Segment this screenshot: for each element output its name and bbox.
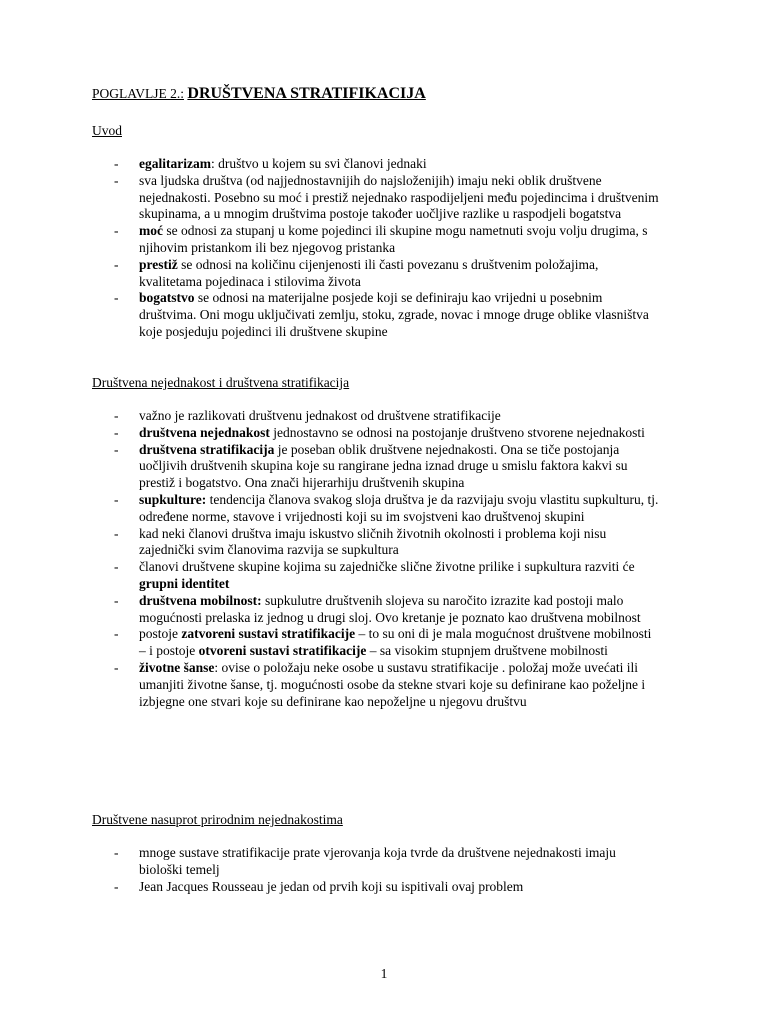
list-item [0,442,659,492]
page-number: 1 [380,966,388,981]
section-title-uvod: Uvod [92,123,122,138]
list-item-text: se odnosi za stupanj u kome pojedinci ili skupine mogu nametnuti svoju volju drugima, s njihovim pristankom ili bez njegovog pristanka [139,223,648,255]
list-item-text: postoje [139,626,182,642]
list-item [0,492,659,526]
list-item [0,290,659,340]
section-list-nejednakost-stratifikacija [0,408,768,710]
list-item-term: životne šanse [139,659,215,675]
list-item-text: se odnosi na materijalne posjede koji se definiraju kao vrijedni u posebnim društvima. Oni mogu uključivati zemlju, stoku, zgrade, novac i mnoge druge oblike vlasništva koje posjeduju pojedinci ili društvene skupine [139,290,649,339]
list-item-term: društvena nejednakost [139,424,270,440]
list-item-text: – to su oni di je mala mogućnost društvene mobilnosti – i postoje [139,626,652,659]
list-item-text: je poseban oblik društvene nejednakosti. Ona se tiče postojanja uočljivih društvenih skupina koje su rangirane jedna iznad druge u smislu faktora kakvi su prestiž i bogatstvo. Ona znači hijerarhiju društvenih skupina [139,441,628,491]
list-item [0,593,659,627]
list-item-text: važno je razlikovati društvenu jednakost od društvene stratifikacije [139,408,501,423]
list-item [0,626,659,660]
list-item-text: – sa visokim stupnjem društvene mobilnosti [366,643,608,659]
list-item-text: : društvo u kojem su svi članovi jednaki [210,156,427,171]
list-item-term: prestiž [139,256,178,272]
list-item [0,845,659,879]
list-item [0,526,659,560]
list-item [0,425,659,442]
list-item-term: moć [139,223,163,239]
list-item-text: : ovise o položaju neke osobe u sustavu stratifikacije . položaj može uvećati ili umanjiti životne šanse, tj. mogućnosti osobe da stekne stvari koje su definirane kao poželjne i izbjegne one stvari koje su definirane kao nepoželjne u njegovu društvu [139,659,646,709]
section-list-drustvene-prirodne [0,845,768,895]
list-item-term: bogatstvo [139,290,195,306]
chapter-title [92,86,426,103]
list-item-text: članovi društvene skupine kojima su zajedničke slične životne prilike i supkultura razviti će [139,559,635,575]
list-item-term: društvena stratifikacija [139,441,275,457]
list-item [0,156,659,173]
list-item-term: društvena mobilnost: [139,592,262,608]
list-item-text: tendencija članova svakog sloja društva je da razvijaju svoju vlastitu supkulturu, tj. određene norme, stavove i vrijednosti koji su im svojstveni kao društvenoj skupini [139,491,659,524]
list-item [0,879,659,896]
list-item-text: jednostavno se odnosi na postojanje društveno stvorene nejednakosti [269,424,645,440]
list-item-text: kad neki članovi društva imaju iskustvo sličnih životnih okolnosti i problema koji nisu zajednički svim članovima razvija se supkultura [139,525,607,558]
list-item [0,408,659,425]
list-item-term: grupni identitet [139,575,230,591]
list-item-term: zatvoreni sustavi stratifikacije [181,626,356,642]
chapter-heading: DRUŠTVENA STRATIFIKACIJA [187,85,426,102]
list-item-term: otvoreni sustavi stratifikacije [198,643,367,659]
list-item-text: se odnosi na količinu cijenjenosti ili časti povezanu s društvenim položajima, kvalitetama pojedinaca i stilovima života [139,256,599,289]
section-title-drustvene-prirodne: Društvene nasuprot prirodnim nejednakostima [92,812,343,827]
list-item-text: mnoge sustave stratifikacije prate vjerovanja koja tvrde da društvene nejednakosti imaju biološki temelj [139,845,616,877]
section-title-nejednakost-stratifikacija: Društvena nejednakost i društvena stratifikacija [92,375,350,390]
list-item [0,173,659,223]
list-item-text: Jean Jacques Rousseau je jedan od prvih koji su ispitivali ovaj problem [139,878,524,894]
list-item [0,559,659,593]
list-item-term: supkulture: [139,491,207,507]
list-item [0,660,659,710]
chapter-label: POGLAVLJE 2.: [92,86,185,101]
list-item-text: supkulutre društvenih slojeva su naročito izrazite kad postoji malo mogućnosti prelaska iz jednog u drugi sloj. Ovo kretanje je poznato kao društvena mobilnost [139,592,641,625]
list-item-text: sva ljudska društva (od najjednostavnijih do najsloženijih) imaju neki oblik društvene nejednakosti. Posebno su moć i prestiž nejednako raspodijeljeni među pojedincima i društvenim skupinama, a u mnogim društvima postoje također uočljive razlike u raspodjeli bogatstva [139,172,659,222]
list-item [0,257,659,291]
list-item [0,223,659,257]
list-item-term: egalitarizam [139,156,211,171]
section-list-uvod [0,156,768,341]
